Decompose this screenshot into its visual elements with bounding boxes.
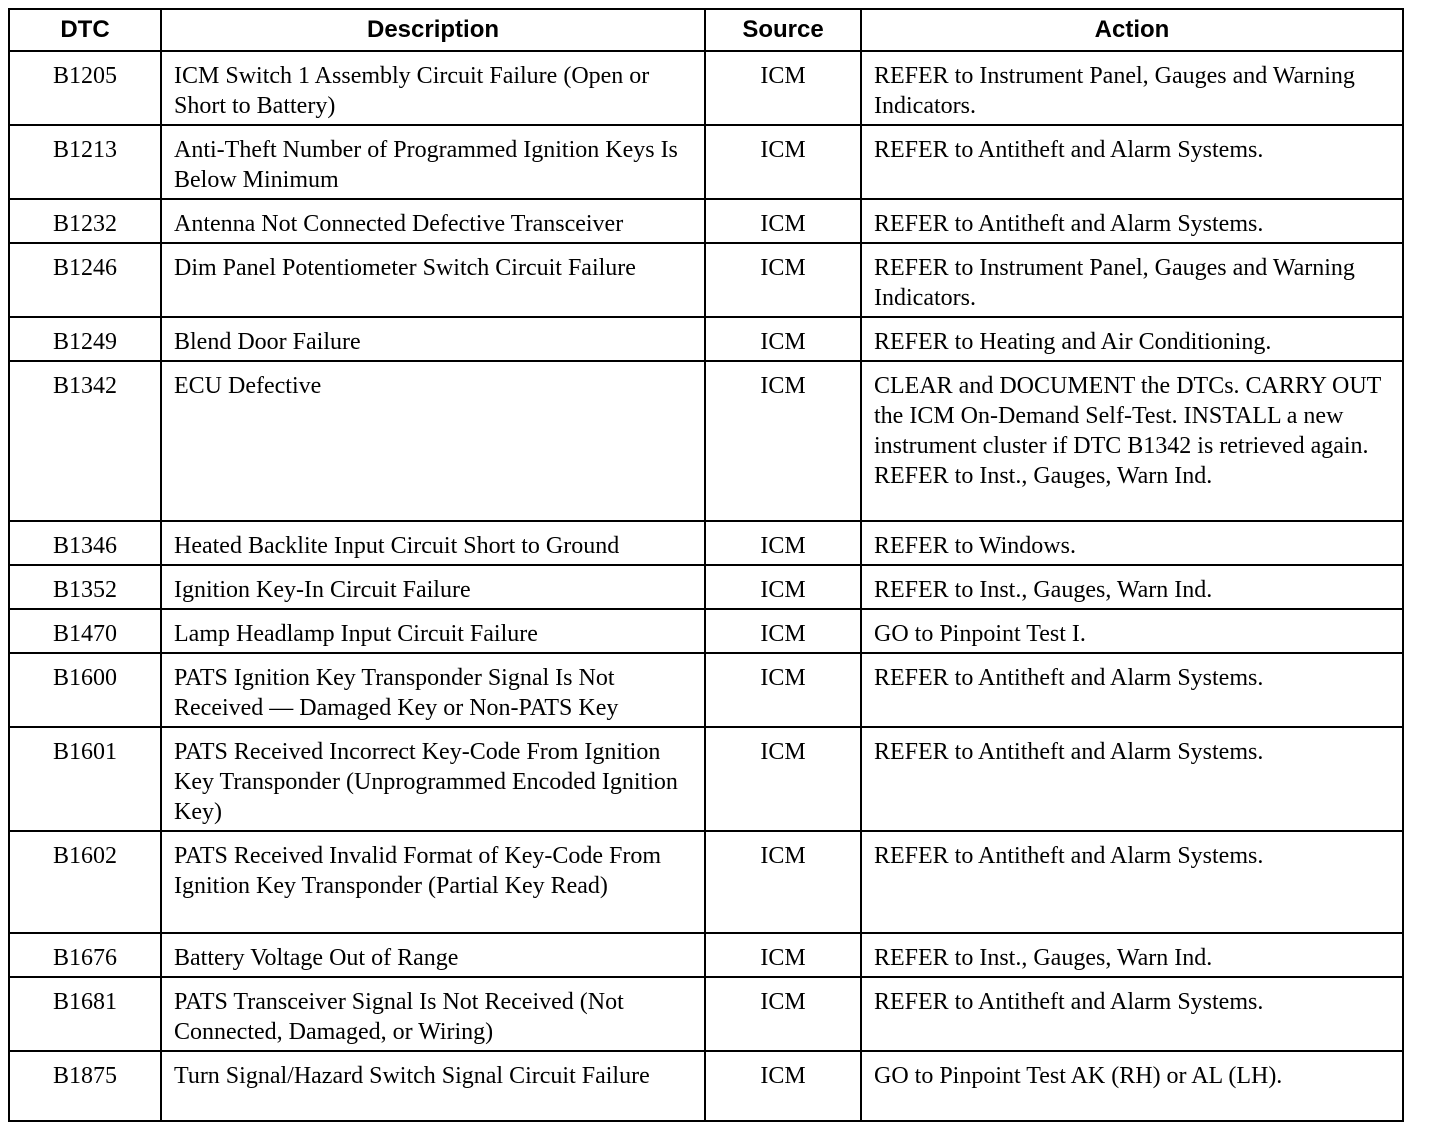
dtc-description: Lamp Headlamp Input Circuit Failure [161, 609, 705, 653]
dtc-description: ECU Defective [161, 361, 705, 521]
table-row [9, 1051, 1403, 1121]
table-row [9, 317, 1403, 361]
dtc-action: REFER to Antitheft and Alarm Systems. [861, 653, 1403, 727]
dtc-source: ICM [705, 51, 861, 125]
dtc-source: ICM [705, 933, 861, 977]
dtc-source: ICM [705, 125, 861, 199]
dtc-code: B1346 [9, 521, 161, 565]
dtc-code: B1249 [9, 317, 161, 361]
table-row [9, 831, 1403, 933]
dtc-description: PATS Received Incorrect Key-Code From Ignition Key Transponder (Unprogrammed Encoded Ignition Key) [161, 727, 705, 831]
header-description: Description [161, 9, 705, 51]
dtc-code: B1875 [9, 1051, 161, 1121]
table-row [9, 125, 1403, 199]
dtc-action: REFER to Inst., Gauges, Warn Ind. [861, 565, 1403, 609]
table-row [9, 653, 1403, 727]
dtc-source: ICM [705, 199, 861, 243]
table-row [9, 565, 1403, 609]
dtc-action: REFER to Antitheft and Alarm Systems. [861, 727, 1403, 831]
dtc-source: ICM [705, 977, 861, 1051]
dtc-description: Heated Backlite Input Circuit Short to Ground [161, 521, 705, 565]
table-row [9, 243, 1403, 317]
dtc-code: B1676 [9, 933, 161, 977]
table-row [9, 51, 1403, 125]
dtc-code: B1232 [9, 199, 161, 243]
dtc-description: Blend Door Failure [161, 317, 705, 361]
dtc-code: B1681 [9, 977, 161, 1051]
dtc-description: Turn Signal/Hazard Switch Signal Circuit Failure [161, 1051, 705, 1121]
dtc-table [8, 8, 1404, 1122]
header-source: Source [705, 9, 861, 51]
dtc-source: ICM [705, 727, 861, 831]
table-row [9, 199, 1403, 243]
dtc-source: ICM [705, 653, 861, 727]
dtc-source: ICM [705, 317, 861, 361]
dtc-action: REFER to Instrument Panel, Gauges and Warning Indicators. [861, 243, 1403, 317]
dtc-code: B1600 [9, 653, 161, 727]
dtc-action: REFER to Inst., Gauges, Warn Ind. [861, 933, 1403, 977]
table-header-row [9, 9, 1403, 51]
dtc-description: ICM Switch 1 Assembly Circuit Failure (Open or Short to Battery) [161, 51, 705, 125]
dtc-action: REFER to Instrument Panel, Gauges and Warning Indicators. [861, 51, 1403, 125]
dtc-action: GO to Pinpoint Test I. [861, 609, 1403, 653]
header-dtc: DTC [9, 9, 161, 51]
dtc-description: Antenna Not Connected Defective Transceiver [161, 199, 705, 243]
dtc-code: B1213 [9, 125, 161, 199]
table-row [9, 977, 1403, 1051]
dtc-action: REFER to Heating and Air Conditioning. [861, 317, 1403, 361]
dtc-source: ICM [705, 831, 861, 933]
dtc-code: B1601 [9, 727, 161, 831]
dtc-code: B1246 [9, 243, 161, 317]
header-action: Action [861, 9, 1403, 51]
dtc-description: PATS Transceiver Signal Is Not Received (Not Connected, Damaged, or Wiring) [161, 977, 705, 1051]
dtc-source: ICM [705, 361, 861, 521]
dtc-code: B1602 [9, 831, 161, 933]
dtc-code: B1352 [9, 565, 161, 609]
dtc-action: CLEAR and DOCUMENT the DTCs. CARRY OUT the ICM On-Demand Self-Test. INSTALL a new instrument cluster if DTC B1342 is retrieved again. REFER to Inst., Gauges, Warn Ind. [861, 361, 1403, 521]
dtc-action: REFER to Antitheft and Alarm Systems. [861, 125, 1403, 199]
dtc-description: Ignition Key-In Circuit Failure [161, 565, 705, 609]
table-row [9, 933, 1403, 977]
dtc-source: ICM [705, 1051, 861, 1121]
table-row [9, 521, 1403, 565]
dtc-description: PATS Ignition Key Transponder Signal Is Not Received — Damaged Key or Non-PATS Key [161, 653, 705, 727]
table-row [9, 727, 1403, 831]
dtc-action: REFER to Windows. [861, 521, 1403, 565]
dtc-source: ICM [705, 609, 861, 653]
dtc-action: REFER to Antitheft and Alarm Systems. [861, 831, 1403, 933]
dtc-action: GO to Pinpoint Test AK (RH) or AL (LH). [861, 1051, 1403, 1121]
dtc-source: ICM [705, 521, 861, 565]
dtc-description: PATS Received Invalid Format of Key-Code From Ignition Key Transponder (Partial Key Read) [161, 831, 705, 933]
dtc-description: Battery Voltage Out of Range [161, 933, 705, 977]
table-row [9, 361, 1403, 521]
dtc-code: B1205 [9, 51, 161, 125]
dtc-action: REFER to Antitheft and Alarm Systems. [861, 199, 1403, 243]
dtc-code: B1342 [9, 361, 161, 521]
dtc-description: Dim Panel Potentiometer Switch Circuit Failure [161, 243, 705, 317]
dtc-source: ICM [705, 565, 861, 609]
dtc-source: ICM [705, 243, 861, 317]
dtc-code: B1470 [9, 609, 161, 653]
dtc-description: Anti-Theft Number of Programmed Ignition Keys Is Below Minimum [161, 125, 705, 199]
dtc-action: REFER to Antitheft and Alarm Systems. [861, 977, 1403, 1051]
table-row [9, 609, 1403, 653]
